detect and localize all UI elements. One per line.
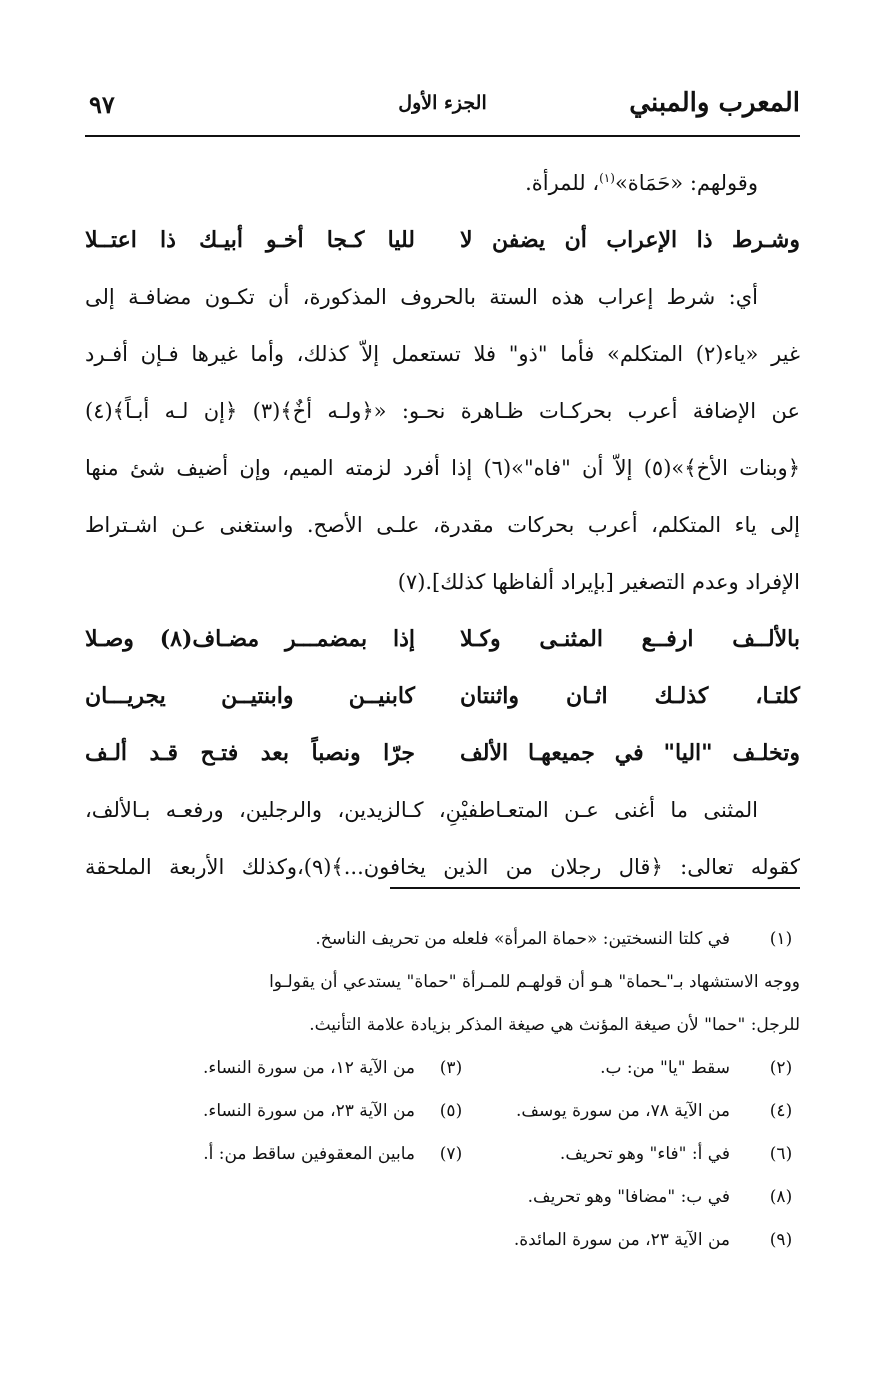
text-fragment: ، للمرأة. (525, 171, 600, 195)
footnote (100, 1176, 800, 1219)
footnote (100, 1090, 470, 1133)
footnote-text: ووجه الاستشهاد بـ"ـحماة" هـو أن قولهـم للمـرأة "حماة" يستدعي أن يقولـوا (269, 972, 800, 992)
footnote (470, 1047, 800, 1090)
footnote-continuation (100, 961, 800, 1004)
footnote-ref: (١) (599, 171, 615, 185)
text-line: إلى ياء المتكلم، أعرب بحركات مقدرة، علـى الأصح. واستغنى عـن اشـتراط (85, 513, 800, 537)
footnotes (100, 918, 800, 1262)
footnote-pair (100, 1133, 800, 1176)
footnote-number: (٢) (769, 1058, 793, 1078)
footnote-text: في كلتا النسختين: «حماة المرأة» فلعله من تحريف الناسخ. (315, 929, 730, 949)
footnote-rule (390, 887, 800, 889)
verse-hemistich-right: كلتـا، كذلـك اثـان واثنتان (460, 683, 800, 709)
text-line: ﴿وبنات الأخ﴾»(٥) إلاّ أن "فاه"»(٦) إذا أفرد لزمته الميم، وإن أضيف شئ منها (85, 456, 800, 480)
text-line: أي: شرط إعراب هذه الستة بالحروف المذكورة، أن تكـون مضافـة إلى (85, 285, 758, 309)
footnote-number: (١) (769, 929, 793, 949)
footnote-number: (٦) (769, 1144, 793, 1164)
text-line (85, 155, 800, 212)
footnote-text: من الآية ٢٣، من سورة النساء. (202, 1101, 415, 1121)
footnote-number: (٧) (439, 1144, 463, 1164)
footnote-text: من الآية ٢٣، من سورة المائدة. (513, 1230, 730, 1250)
footnote (100, 1133, 470, 1176)
footnote-text: في ب: "مضافا" وهو تحريف. (527, 1187, 730, 1207)
footnote (470, 1090, 800, 1133)
footnote (470, 1133, 800, 1176)
text-line: غير «ياء(٢) المتكلم» فأما "ذو" فلا تستعمل إلاّ كذلك، وأما غيرها فـإن أفـرد (85, 342, 800, 366)
footnote-continuation (100, 1004, 800, 1047)
footnote-number: (٥) (439, 1101, 463, 1121)
text-line: الإفراد وعدم التصغير [بإيراد ألفاظها كذلك].(٧) (397, 570, 800, 594)
text-line: عن الإضافة أعرب بحركـات ظـاهرة نحـو: «﴿ولـه أخٌ﴾(٣) ﴿إن لـه أبـاً﴾(٤) (85, 399, 800, 423)
verse-hemistich-left: إذا بمضمـــر مضـاف(٨) وصـلا (85, 626, 415, 652)
footnote-text: من الآية ٧٨، من سورة يوسف. (515, 1101, 730, 1121)
main-text (85, 155, 800, 896)
verse-line (85, 725, 800, 782)
footnote-number: (٣) (439, 1058, 463, 1078)
footnote-pair (100, 1090, 800, 1133)
footnote (100, 918, 800, 961)
part-label: الجزء الأول (398, 92, 487, 114)
footnote-text: سقط "يا" من: ب. (600, 1058, 730, 1078)
text-line: كقوله تعالى: ﴿قال رجلان من الذين يخافون...﴾(٩)،وكذلك الأربعة الملحقة (85, 855, 800, 879)
footnote-text: للرجل: "حما" لأن صيغة المؤنث هي صيغة المذكر بزيادة علامة التأنيث. (309, 1015, 800, 1035)
verse-hemistich-left: جرّا ونصباً بعد فتـح قـد ألـف (85, 740, 415, 766)
verse-hemistich-left: لليا كـجا أخـو أبيـك ذا اعتــلا (85, 227, 415, 253)
footnote-pair (100, 1047, 800, 1090)
book-title: المعرب والمبني (629, 88, 800, 118)
verse-line (85, 668, 800, 725)
verse-line (85, 212, 800, 269)
verse-line (85, 611, 800, 668)
verse-hemistich-right: وشـرط ذا الإعراب أن يضفن لا (460, 227, 800, 253)
footnote-text: في أ: "فاء" وهو تحريف. (559, 1144, 730, 1164)
page-number: ٩٧ (89, 90, 115, 119)
header-rule (85, 135, 800, 137)
quote-text: وقولهم: «حَمَاة» (614, 171, 758, 195)
footnote-number: (٩) (769, 1230, 793, 1250)
page-header (85, 82, 800, 132)
footnote-text: مابين المعقوفين ساقط من: أ. (203, 1144, 415, 1164)
footnote-number: (٨) (769, 1187, 793, 1207)
verse-hemistich-left: كابنيــن وابنتيــن يجريـــان (85, 683, 415, 709)
footnote (100, 1219, 800, 1262)
text-line: المثنى ما أغنى عـن المتعـاطفيْنِ، كـالزيدين، والرجلين، ورفعـه بـالألف، (85, 798, 758, 822)
verse-hemistich-right: وتخلـف "اليا" في جميعهـا الألف (460, 740, 800, 766)
footnote (100, 1047, 470, 1090)
verse-hemistich-right: بالألــف ارفــع المثنـى وكـلا (460, 626, 800, 652)
footnote-text: من الآية ١٢، من سورة النساء. (202, 1058, 415, 1078)
footnote-number: (٤) (769, 1101, 793, 1121)
